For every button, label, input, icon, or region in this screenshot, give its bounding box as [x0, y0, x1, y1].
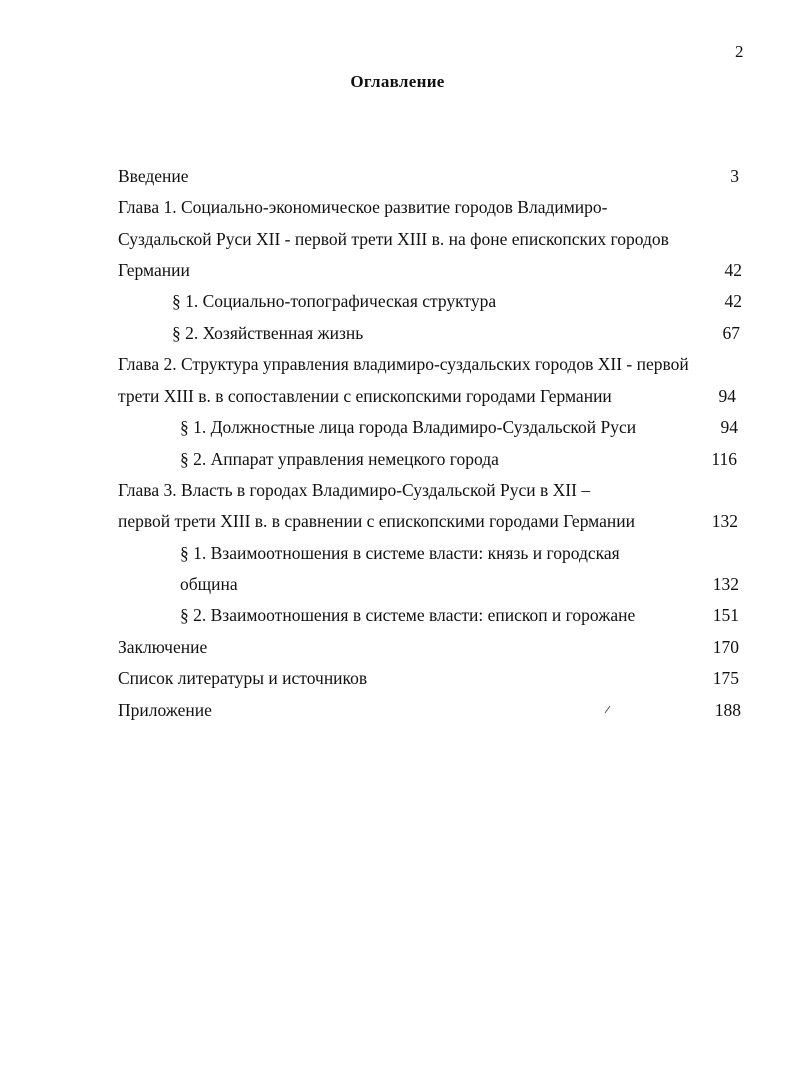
- page-title: Оглавление: [350, 72, 445, 91]
- toc-ch1-line1: Глава 1. Социально-экономическое развитие городов Владимиро-: [118, 197, 608, 217]
- stray-mark: [604, 704, 612, 714]
- toc-ch2-s2-page: 116: [711, 449, 737, 469]
- toc-ch2-s1-label: § 1. Должностные лица города Владимиро-Суздальской Руси: [180, 417, 637, 437]
- toc-ch3-s1-page: 132: [712, 574, 739, 594]
- toc-intro-page: 3: [730, 166, 739, 186]
- toc-ch3-s1-line1: § 1. Взаимоотношения в системе власти: князь и городская: [180, 543, 620, 563]
- toc-ch2-s1-page: 94: [720, 417, 738, 437]
- toc-intro-label: Введение: [118, 166, 189, 186]
- toc-conclusion-label: Заключение: [118, 637, 208, 657]
- toc-appendix-page: 188: [714, 700, 741, 720]
- page-number: 2: [735, 42, 744, 61]
- toc-ch2-line1: Глава 2. Структура управления владимиро-суздальских городов XII - первой: [118, 354, 689, 374]
- toc-bibliography-page: 175: [712, 668, 739, 688]
- toc-ch1-s2-label: § 2. Хозяйственная жизнь: [172, 323, 364, 343]
- toc-ch2-line2: трети XIII в. в сопоставлении с епископскими городами Германии: [118, 386, 612, 406]
- toc-ch3-line2: первой трети XIII в. в сравнении с епископскими городами Германии: [118, 511, 635, 531]
- toc-ch3-s2-page: 151: [712, 605, 739, 625]
- toc-ch1-s2-page: 67: [722, 323, 740, 343]
- toc-ch2-page: 94: [718, 386, 736, 406]
- toc-ch3-line1: Глава 3. Власть в городах Владимиро-Суздальской Руси в XII –: [118, 480, 591, 500]
- toc-appendix-label: Приложение: [118, 700, 212, 720]
- toc-ch1-line3: Германии: [118, 260, 190, 280]
- toc-ch3-page: 132: [711, 511, 738, 531]
- toc-bibliography-label: Список литературы и источников: [118, 668, 368, 688]
- toc-ch3-s2-label: § 2. Взаимоотношения в системе власти: епископ и горожане: [180, 605, 636, 625]
- toc-ch1-line2: Суздальской Руси XII - первой трети XIII в. на фоне епископских городов: [118, 229, 669, 249]
- toc-conclusion-page: 170: [712, 637, 739, 657]
- toc-ch2-s2-label: § 2. Аппарат управления немецкого города: [180, 449, 499, 469]
- toc-ch1-s1-label: § 1. Социально-топографическая структура: [172, 291, 497, 311]
- toc-ch3-s1-line2: община: [180, 574, 238, 594]
- toc-ch1-s1-page: 42: [724, 291, 742, 311]
- toc-ch1-page: 42: [724, 260, 742, 280]
